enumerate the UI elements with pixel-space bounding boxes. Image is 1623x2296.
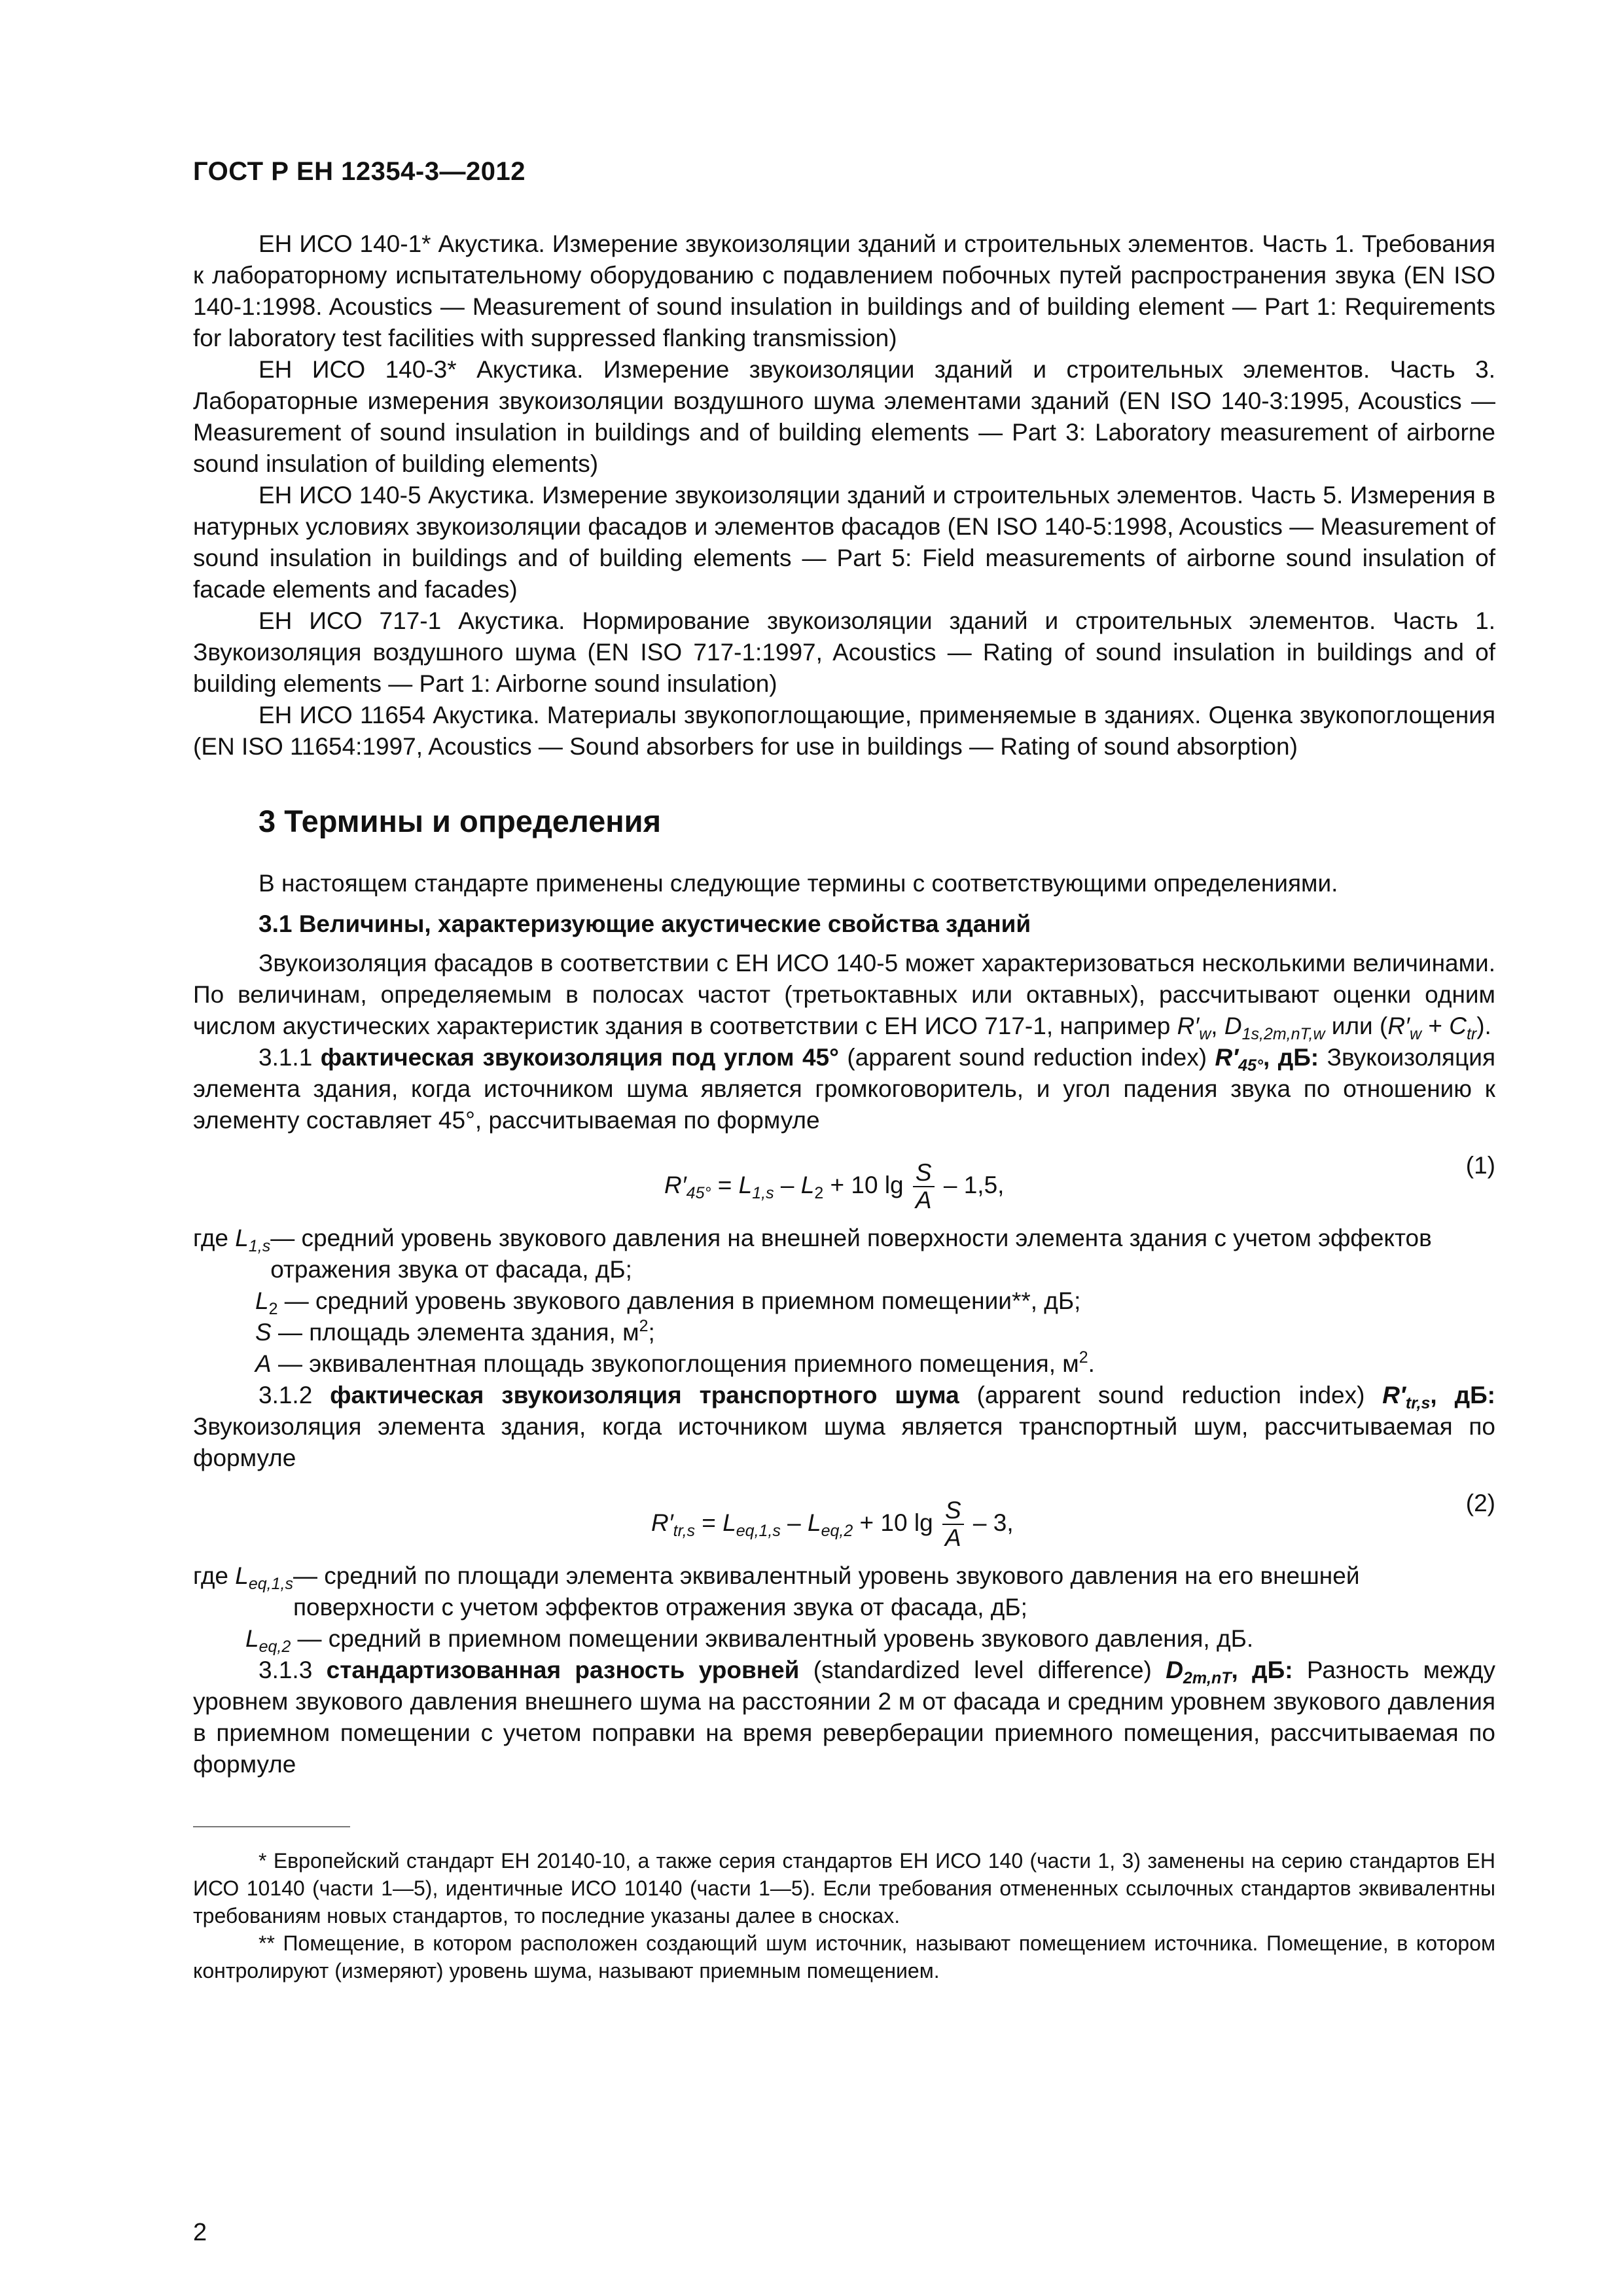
fraction-s-over-a: $\frac{S}{A}$ xyxy=(913,1160,935,1213)
where-item: $L_{eq,2}$ — средний в приемном помещении эквивалентный уровень звукового давления, дБ. xyxy=(245,1625,1254,1656)
section-title: 3 Термины и определения xyxy=(259,804,661,838)
section-intro: В настоящем стандарте применены следующие термины с соответствующими определениями. xyxy=(259,870,1338,897)
ref-item: ЕН ИСО 140-1* Акустика. Измерение звукоизоляции зданий и строительных элементов. Часть 1. Требования к лабораторному испытательному оборудованию с подавлением побочных путей распространения звука (EN ISO 140-1:1998. Acoustics — Measurement of sound insulation in buildings and of building element — Part 1: Requirements for laboratory test facilities with suppressed flanking transmission) xyxy=(193,230,1495,351)
subsection-title: 3.1 Величины, характеризующие акустические свойства зданий xyxy=(259,910,1031,937)
footnote-divider xyxy=(193,1826,350,1827)
term-definition-3-1-2: 3.1.2 фактическая звукоизоляция транспортного шума (apparent sound reduction index) $R'_{tr,s}$, дБ: Звукоизоляция элемента здания, когда источником шума является транспортный шум, рассчитываемая по формуле xyxy=(193,1382,1495,1471)
where-item: S — площадь элемента здания, $м^2$; xyxy=(255,1317,655,1346)
footnote: * Европейский стандарт ЕН 20140-10, а также серия стандартов ЕН ИСО 140 (части 1, 3) заменены на серию стандартов ЕН ИСО 10140 (части 1—5), идентичные ИСО 10140 (части 1—5). Если требования отмененных ссылочных стандартов эквивалентны требованиям новых стандартов, то последние указаны далее в сносках. xyxy=(193,1849,1495,1928)
formula-1 xyxy=(193,1145,1495,1212)
term-definition-3-1-1: 3.1.1 фактическая звукоизоляция под углом 45° (apparent sound reduction index) $R'_{45^\circ}$, дБ: Звукоизоляция элемента здания, когда источником шума является громкоговоритель, и угол падения звука по отношению к элементу составляет 45°, рассчитываемая по формуле xyxy=(193,1044,1495,1134)
formula-number: (2) xyxy=(1465,1490,1495,1516)
formula-2 xyxy=(193,1483,1495,1550)
document-page xyxy=(193,157,1495,1984)
formula-number: (1) xyxy=(1465,1152,1495,1179)
ref-item: ЕН ИСО 140-5 Акустика. Измерение звукоизоляции зданий и строительных элементов. Часть 5. Измерения в натурных условиях звукоизоляции фасадов и элементов фасадов (EN ISO 140-5:1998, Acoustics — Measurement of sound insulation in buildings and of building elements — Part 5: Field measurements of airborne sound insulation of facade elements and facades) xyxy=(193,482,1495,603)
where-item: $L_2$ — средний уровень звукового давления в приемном помещении**, дБ; xyxy=(255,1287,1081,1318)
footnote: ** Помещение, в котором расположен создающий шум источник, называют помещением источника. Помещение, в котором контролируют (измеряют) уровень шума, называют приемным помещением. xyxy=(193,1931,1495,1982)
page-header: ГОСТ Р ЕН 12354-3—2012 xyxy=(193,157,526,186)
formula-2-expression: $R'_{tr,s} = L_{eq,1,s} - L_{eq,2} + 10$ lg $\frac{S}{A}$ – 3, xyxy=(651,1497,1014,1551)
where-item: где $L_{1,s}$ — средний уровень звукового давления на внешней поверхности элемента здания с учетом эффектов отражения звука от фасада, дБ; xyxy=(193,1225,1432,1283)
fraction-s-over-a: $\frac{S}{A}$ xyxy=(942,1498,964,1551)
formula-1-expression: $R'_{45^\circ} = L_{1,s} - L_2 + 10$ lg $\frac{S}{A}$ – 1,5, xyxy=(664,1159,1005,1213)
where-item: A — эквивалентная площадь звукопоглощения приемного помещения, $м^2$. xyxy=(255,1348,1095,1377)
ref-item: ЕН ИСО 11654 Акустика. Материалы звукопоглощающие, применяемые в зданиях. Оценка звукопоглощения (EN ISO 11654:1997, Acoustics — Sound absorbers for use in buildings — Rating of sound absorption) xyxy=(193,702,1495,760)
where-item: где $L_{eq,1,s}$ — средний по площади элемента эквивалентный уровень звукового давления на его внешней поверхности с учетом эффектов отражения звука от фасада, дБ; xyxy=(193,1562,1360,1621)
ref-item: ЕН ИСО 717-1 Акустика. Нормирование звукоизоляции зданий и строительных элементов. Часть 1. Звукоизоляция воздушного шума (EN ISO 717-1:1997, Acoustics — Rating of sound insulation in buildings and of building elements — Part 1: Airborne sound insulation) xyxy=(193,607,1495,697)
subsection-paragraph: Звукоизоляция фасадов в соответствии с ЕН ИСО 140-5 может характеризоваться несколькими величинами. По величинам, определяемым в полосах частот (третьоктавных или октавных), рассчитывают оценки одним числом акустических характеристик здания в соответствии с ЕН ИСО 717-1, например $R'_w$, $D_{1s,2m,nT,w}$ или $(R'_w + C_{tr})$. xyxy=(193,950,1495,1043)
term-definition-3-1-3: 3.1.3 стандартизованная разность уровней (standardized level difference) $D_{2m,nT}$, дБ: Разность между уровнем звукового давления внешнего шума на расстоянии 2 м от фасада и средним уровнем звукового давления в приемном помещении с учетом поправки на время реверберации приемного помещения, рассчитываемая по формуле xyxy=(193,1657,1496,1778)
page-number: 2 xyxy=(193,2219,207,2246)
ref-item: ЕН ИСО 140-3* Акустика. Измерение звукоизоляции зданий и строительных элементов. Часть 3. Лабораторные измерения звукоизоляции воздушного шума элементами зданий (EN ISO 140-3:1995, Acoustics — Measurement of sound insulation in buildings and of building elements — Part 3: Laboratory measurement of airborne sound insulation of building elements) xyxy=(193,356,1495,477)
